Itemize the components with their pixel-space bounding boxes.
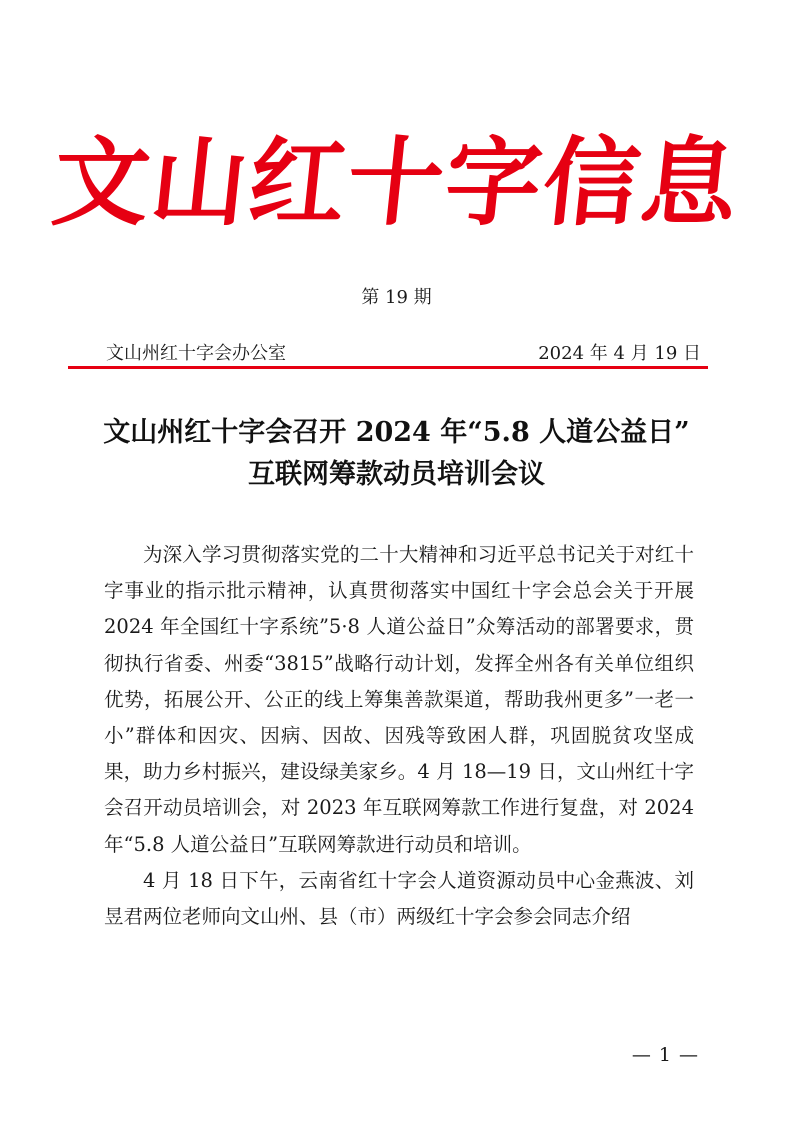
- issue-date: 2024 年 4 月 19 日: [538, 343, 701, 364]
- issue-number: 第 19 期: [361, 287, 432, 308]
- article-title-line1: 文山州红十字会召开 2024 年“5.8 人道公益日”: [103, 417, 690, 448]
- paragraph: 为深入学习贯彻落实党的二十大精神和习近平总书记关于对红十字事业的指示批示精神，认真贯彻落实中国红十字会总会关于开展 2024 年全国红十字系统”5·8 人道公益日”众筹活动的部署要求，贯彻执行省委、州委“3815”战略行动计划，发挥全州各有关单位组织优势，拓展公开、公正的线上筹集善款渠道，帮助我州更多”一老一小”群体和因灾、因病、因故、因残等致困人群，巩固脱贫攻坚成果，助力乡村振兴，建设绿美家乡。4 月 18—19 日，文山州红十字会召开动员培训会，对 2023 年互联网筹款工作进行复盘，对 2024 年“5.8 人道公益日”互联网筹款进行动员和培训。: [104, 543, 694, 856]
- masthead-title: 文山红十字信息: [47, 126, 746, 239]
- paragraph: 4 月 18 日下午，云南省红十字会人道资源动员中心金燕波、刘昱君两位老师向文山州、县（市）两级红十字会参会同志介绍: [104, 868, 694, 929]
- article-title-line2: 互联网筹款动员培训会议: [248, 459, 545, 490]
- header-divider: [68, 366, 708, 369]
- article-body: [104, 537, 694, 935]
- page-number: — 1 —: [631, 1044, 699, 1066]
- article-title: [60, 412, 733, 496]
- issuing-organization: 文山州红十字会办公室: [106, 343, 286, 364]
